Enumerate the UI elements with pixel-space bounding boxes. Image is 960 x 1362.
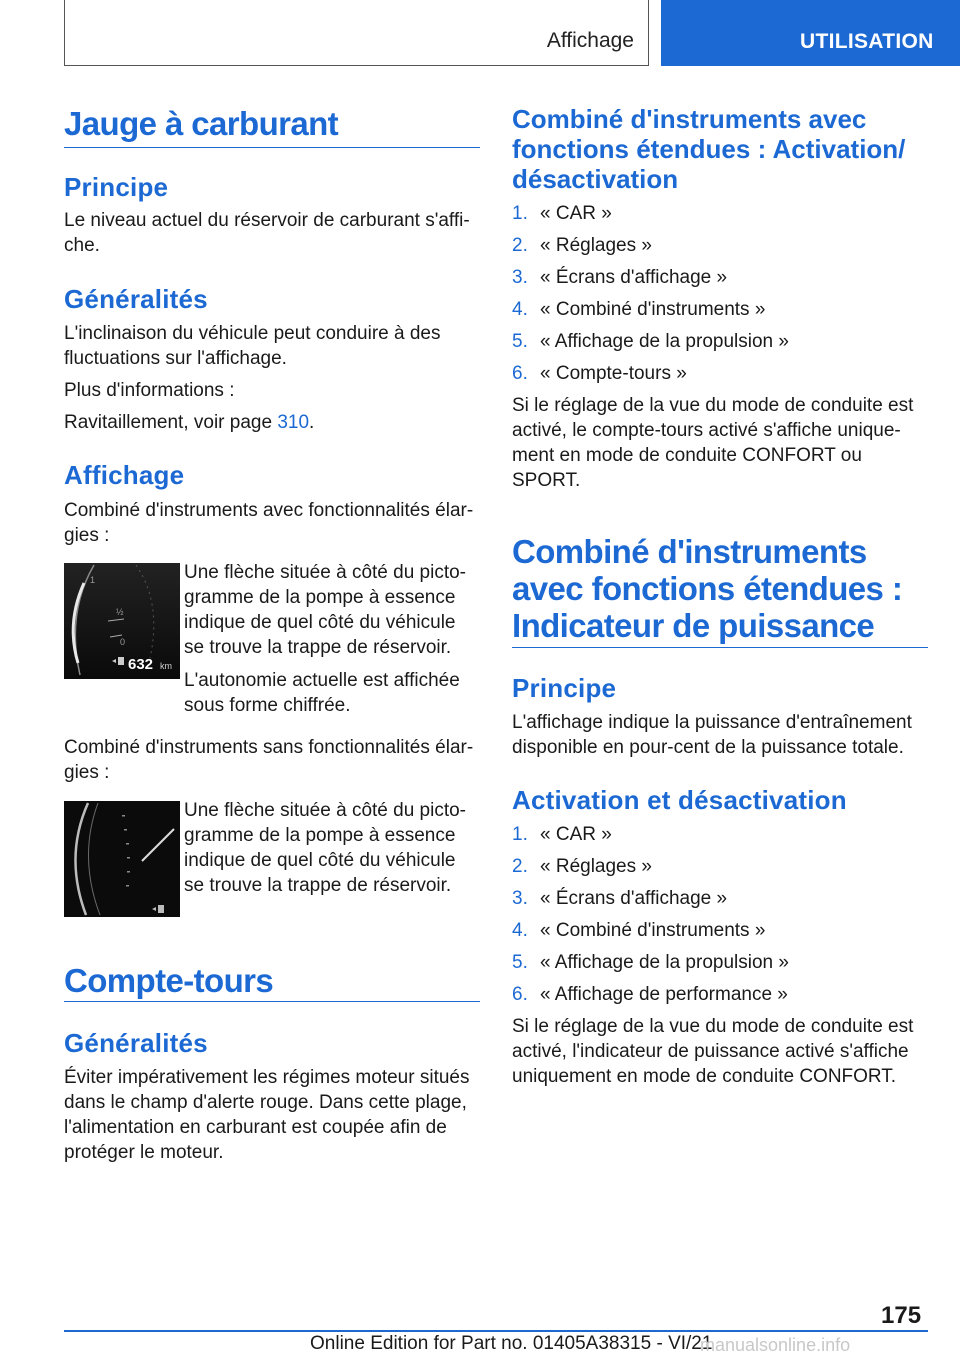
- list-item: [512, 886, 928, 918]
- list-item: [512, 201, 928, 233]
- step-text: « Combiné d'instruments »: [540, 920, 766, 941]
- power-principe-heading: Principe: [512, 673, 617, 703]
- footer-rule: [64, 1330, 928, 1332]
- arrow-description-1: Une flèche située à côté du picto‐ gramme de la pompe à essence indique de quel côté du véhicule se trouve la trappe de réservoir.: [184, 562, 467, 658]
- step-number: 1.: [512, 203, 528, 224]
- step-text: « Affichage de la propulsion »: [540, 331, 789, 352]
- step-text: « CAR »: [540, 203, 612, 224]
- extended-cluster-text: Combiné d'instruments avec fonctionnalités élar‐ gies :: [64, 500, 474, 546]
- list-item: [512, 329, 928, 361]
- gauge-tick-0: 0: [120, 637, 126, 647]
- refuel-reference: [64, 410, 480, 435]
- principe-text: Le niveau actuel du réservoir de carburant s'affi‐ che.: [64, 210, 470, 256]
- step-text: « Écrans d'affichage »: [540, 267, 728, 288]
- step-number: 3.: [512, 888, 528, 909]
- arrow-description-2: Une flèche située à côté du picto‐ gramme de la pompe à essence indique de quel côté du véhicule se trouve la trappe de réservoir.: [184, 800, 467, 896]
- step-text: « Réglages »: [540, 235, 652, 256]
- header-chapter-tab: [661, 0, 960, 66]
- header-section-box: [64, 0, 649, 66]
- power-indicator-heading: Combiné d'instruments avec fonctions étendues : Indicateur de puissance: [512, 533, 903, 644]
- step-number: 5.: [512, 952, 528, 973]
- page-number: 175: [881, 1302, 922, 1329]
- rev-generalites-text: Éviter impérativement les régimes moteur situés dans le champ d'alerte rouge. Dans cette plage, l'alimentation en carburant est coupée afin de protéger le moteur.: [64, 1067, 470, 1163]
- refuel-end: .: [309, 412, 315, 433]
- activation-heading: Combiné d'instruments avec fonctions étendues : Activation/ désactivation: [512, 104, 906, 194]
- list-item: [512, 854, 928, 886]
- affichage-heading: Affichage: [64, 460, 185, 490]
- activation-deactivation-heading: Activation et désactivation: [512, 785, 847, 815]
- list-item: [512, 233, 928, 265]
- footer-watermark: manualsonline.info: [700, 1335, 851, 1355]
- step-text: « Affichage de la propulsion »: [540, 952, 789, 973]
- rev-generalites-heading: Généralités: [64, 1028, 208, 1058]
- power-principe-text: L'affichage indique la puissance d'entraînement disponible en pour-cent de la puissance totale.: [512, 712, 912, 758]
- principe-heading: Principe: [64, 172, 169, 202]
- step-text: « Réglages »: [540, 856, 652, 877]
- step-number: 3.: [512, 267, 528, 288]
- list-item: [512, 265, 928, 297]
- generalites-heading: Généralités: [64, 284, 208, 314]
- extended-fuel-gauge-image: [64, 563, 180, 679]
- footer-edition: Online Edition for Part no. 01405A38315 - VI/21: [310, 1333, 713, 1354]
- range-value: 632: [128, 656, 154, 673]
- rev-counter-heading: Compte-tours: [64, 962, 274, 999]
- step-number: 6.: [512, 363, 528, 384]
- heading-rule: [64, 147, 480, 148]
- list-item: [512, 361, 928, 393]
- range-description-text: L'autonomie actuelle est affichée sous forme chiffrée.: [184, 670, 460, 716]
- step-text: « Compte-tours »: [540, 363, 687, 384]
- rev-counter-note: Si le réglage de la vue du mode de conduite est activé, le compte-tours activé s'affiche unique‐ ment en mode de conduite CONFORT ou SPORT.: [512, 395, 914, 491]
- step-number: 5.: [512, 331, 528, 352]
- step-number: 4.: [512, 920, 528, 941]
- list-item: [512, 297, 928, 329]
- step-text: « CAR »: [540, 824, 612, 845]
- gauge-tick-half: ½: [116, 607, 124, 617]
- steps-list-2: [512, 822, 928, 1014]
- step-number: 1.: [512, 824, 528, 845]
- step-text: « Écrans d'affichage »: [540, 888, 728, 909]
- refuel-text: Ravitaillement, voir page: [64, 412, 278, 433]
- refuel-page-link[interactable]: 310: [277, 412, 310, 433]
- extended-fuel-gauge-graphic: [64, 563, 180, 679]
- range-description: [184, 668, 480, 718]
- step-number: 2.: [512, 235, 528, 256]
- standard-fuel-gauge-image: [64, 801, 180, 917]
- standard-cluster-text: Combiné d'instruments sans fonctionnalités élar‐ gies :: [64, 737, 474, 783]
- step-number: 6.: [512, 984, 528, 1005]
- range-unit: km: [160, 661, 172, 671]
- gauge-tick-1: 1: [90, 575, 96, 585]
- step-number: 4.: [512, 299, 528, 320]
- list-item: [512, 982, 928, 1014]
- header-section-title: Affichage: [546, 29, 634, 52]
- fuel-gauge-heading: Jauge à carburant: [64, 105, 339, 142]
- power-indicator-note: Si le réglage de la vue du mode de conduite est activé, l'indicateur de puissance activé s'affiche uniquement en mode de conduite CONFORT.: [512, 1016, 914, 1087]
- standard-fuel-gauge-graphic: [64, 801, 180, 917]
- generalites-text: L'inclinaison du véhicule peut conduire à des fluctuations sur l'affichage.: [64, 323, 441, 369]
- step-text: « Combiné d'instruments »: [540, 299, 766, 320]
- steps-list-1: [512, 201, 928, 393]
- step-number: 2.: [512, 856, 528, 877]
- header-chapter-title: UTILISATION: [800, 30, 934, 53]
- heading-rule: [512, 647, 928, 648]
- list-item: [512, 950, 928, 982]
- heading-rule: [64, 1001, 480, 1002]
- list-item: [512, 918, 928, 950]
- more-info-text: Plus d'informations :: [64, 380, 235, 401]
- step-text: « Affichage de performance »: [540, 984, 788, 1005]
- list-item: [512, 822, 928, 854]
